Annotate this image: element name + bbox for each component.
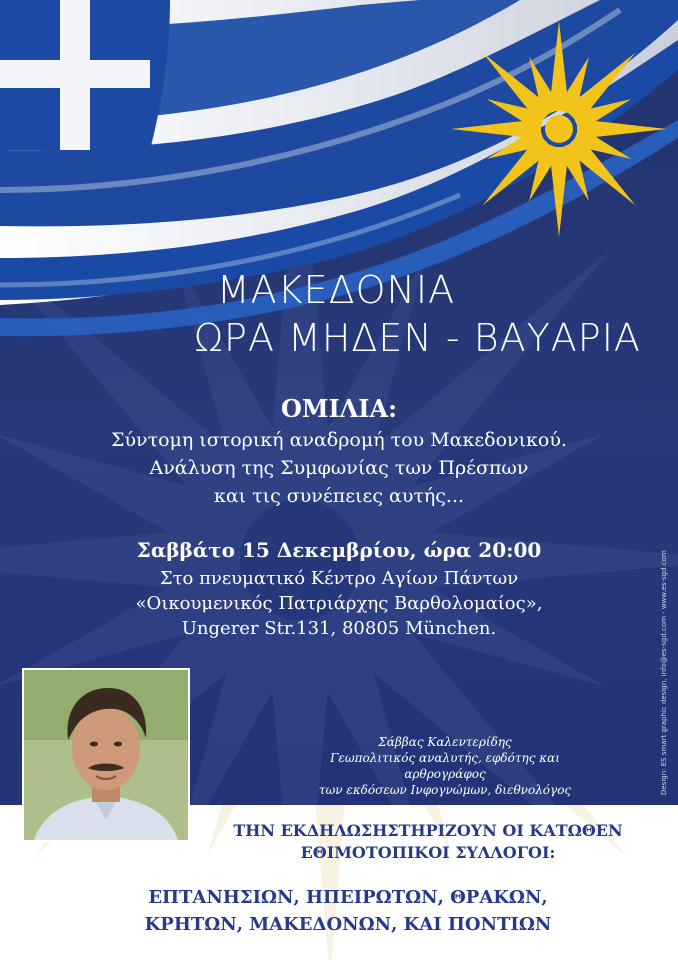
supporters-heading-line: ΕΘΙΜΟΤΟΠΙΚΟΙ ΣΥΛΛΟΓΟΙ:	[300, 843, 556, 862]
speech-description	[0, 426, 678, 510]
speaker-name: Σάββας Καλεντερίδης	[378, 735, 512, 749]
speaker-photo	[24, 670, 188, 840]
vergina-sun-icon	[448, 18, 670, 240]
speech-line: Σύντομη ιστορική αναδρομή του Μακεδονικού.	[111, 429, 567, 451]
associations-list	[118, 884, 578, 938]
venue-line: Ungerer Str.131, 80805 München.	[181, 618, 497, 639]
title-line-2: ΩΡΑ ΜΗΔΕΝ - ΒΑΥΑΡΙΑ	[194, 316, 641, 360]
speech-line: Ανάλυση της Συμφωνίας των Πρέσπων	[149, 457, 529, 479]
supporters-heading-line: ΤΗΝ ΕΚΔΗΛΩΣΗΣΤΗΡΙΖΟΥΝ ΟΙ ΚΑΤΩΘΕΝ	[233, 821, 623, 840]
venue-line: «Οικουμενικός Πατριάρχης Βαρθολομαίος»,	[135, 593, 543, 614]
title-line-1: ΜΑΚΕΔΟΝΙΑ	[216, 268, 456, 312]
venue	[0, 566, 678, 641]
event-date: Σαββάτο 15 Δεκεμβρίου, ώρα 20:00	[136, 538, 542, 562]
speech-line: και τις συνέπειες αυτής...	[213, 485, 465, 507]
speech-heading: ΟΜΙΛΙΑ:	[280, 394, 398, 423]
speaker-photo-frame	[22, 668, 190, 842]
associations-line: ΚΡΗΤΩΝ, ΜΑΚΕΔΟΝΩΝ, ΚΑΙ ΠΟΝΤΙΩΝ	[144, 914, 552, 935]
speaker-description-line: των εκδόσεων Ινφογνώμων, διεθνολόγος	[318, 783, 572, 797]
design-credit: Design: ES smart graphic design, info@es-sgd.com - www.es-sgd.com	[660, 550, 668, 795]
speaker-info	[300, 734, 590, 798]
speaker-description-line: Γεωπολιτικός αναλυτής, εφδότης και αρθρογράφος	[330, 751, 560, 781]
supporters-heading	[218, 820, 638, 864]
associations-line: ΕΠΤΑΝΗΣΙΩΝ, ΗΠΕΙΡΩΤΩΝ, ΘΡΑΚΩΝ,	[148, 887, 548, 908]
venue-line: Στο πνευματικό Κέντρο Αγίων Πάντων	[159, 568, 519, 589]
